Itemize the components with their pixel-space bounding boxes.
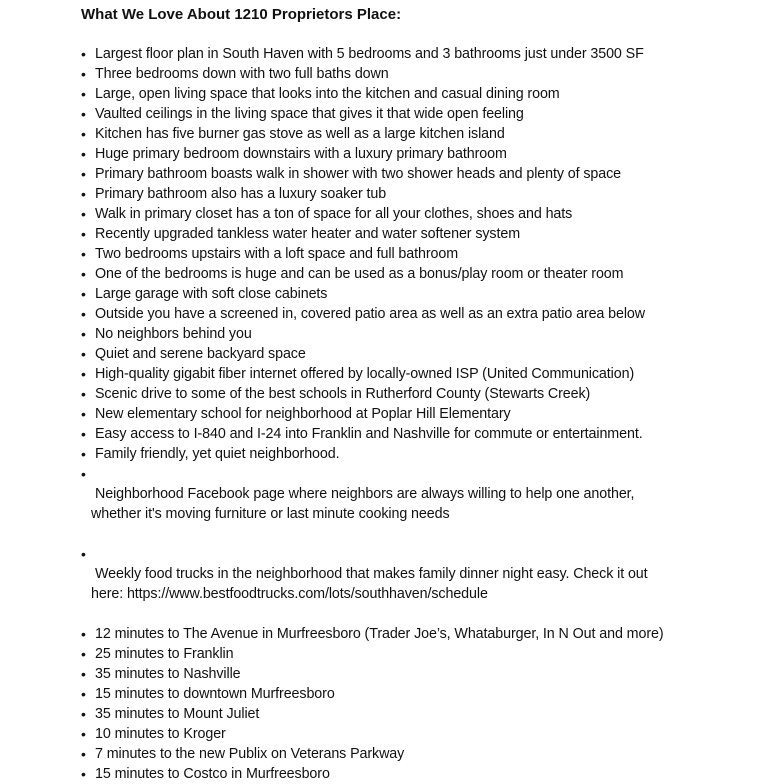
list-item: • Three bedrooms down with two full baths down (81, 64, 771, 84)
list-item: • Largest floor plan in South Haven with 5 bedrooms and 3 bathrooms just under 3500 SF (81, 44, 771, 64)
list-item-line: Neighborhood Facebook page where neighbors are always willing to help one another, (95, 486, 635, 502)
page-title: What We Love About 1210 Proprietors Place: (81, 6, 402, 23)
list-item: • 15 minutes to Costco in Murfreesboro (81, 764, 771, 784)
list-item-continuation: here: https://www.bestfoodtrucks.com/lots/southhaven/schedule (91, 586, 488, 602)
document-body (81, 5, 771, 784)
list-item (81, 464, 771, 544)
list-item: • Kitchen has five burner gas stove as well as a large kitchen island (81, 124, 771, 144)
list-item: • 25 minutes to Franklin (81, 644, 771, 664)
list-item: • 15 minutes to downtown Murfreesboro (81, 684, 771, 704)
list-item: • 10 minutes to Kroger (81, 724, 771, 744)
list-item: • Large garage with soft close cabinets (81, 284, 771, 304)
list-item: • 35 minutes to Mount Juliet (81, 704, 771, 724)
list-item: • New elementary school for neighborhood at Poplar Hill Elementary (81, 404, 771, 424)
list-item: • Two bedrooms upstairs with a loft space and full bathroom (81, 244, 771, 264)
list-item: • High-quality gigabit fiber internet offered by locally-owned ISP (United Communication) (81, 364, 771, 384)
list-item-continuation: whether it's moving furniture or last minute cooking needs (91, 506, 450, 522)
list-item: • One of the bedrooms is huge and can be used as a bonus/play room or theater room (81, 264, 771, 284)
list-item: • No neighbors behind you (81, 324, 771, 344)
list-item: • 35 minutes to Nashville (81, 664, 771, 684)
list-item: • Scenic drive to some of the best schools in Rutherford County (Stewarts Creek) (81, 384, 771, 404)
list-item: • Primary bathroom also has a luxury soaker tub (81, 184, 771, 204)
list-item: • Large, open living space that looks into the kitchen and casual dining room (81, 84, 771, 104)
list-item: • Huge primary bedroom downstairs with a luxury primary bathroom (81, 144, 771, 164)
list-item: • Quiet and serene backyard space (81, 344, 771, 364)
list-item: • 7 minutes to the new Publix on Veterans Parkway (81, 744, 771, 764)
list-item: • Primary bathroom boasts walk in shower with two shower heads and plenty of space (81, 164, 771, 184)
list-item-line: Weekly food trucks in the neighborhood that makes family dinner night easy. Check it out (95, 566, 648, 582)
list-item (81, 544, 771, 624)
list-item: • 12 minutes to The Avenue in Murfreesboro (Trader Joe’s, Whataburger, In N Out and more) (81, 624, 771, 644)
list-item: • Recently upgraded tankless water heater and water softener system (81, 224, 771, 244)
list-item: • Walk in primary closet has a ton of space for all your clothes, shoes and hats (81, 204, 771, 224)
list-item: • Easy access to I-840 and I-24 into Franklin and Nashville for commute or entertainment. (81, 424, 771, 444)
list-item: • Outside you have a screened in, covered patio area as well as an extra patio area below (81, 304, 771, 324)
list-item: • Family friendly, yet quiet neighborhood. (81, 444, 771, 464)
list-item: • Vaulted ceilings in the living space that gives it that wide open feeling (81, 104, 771, 124)
feature-list (81, 44, 771, 784)
